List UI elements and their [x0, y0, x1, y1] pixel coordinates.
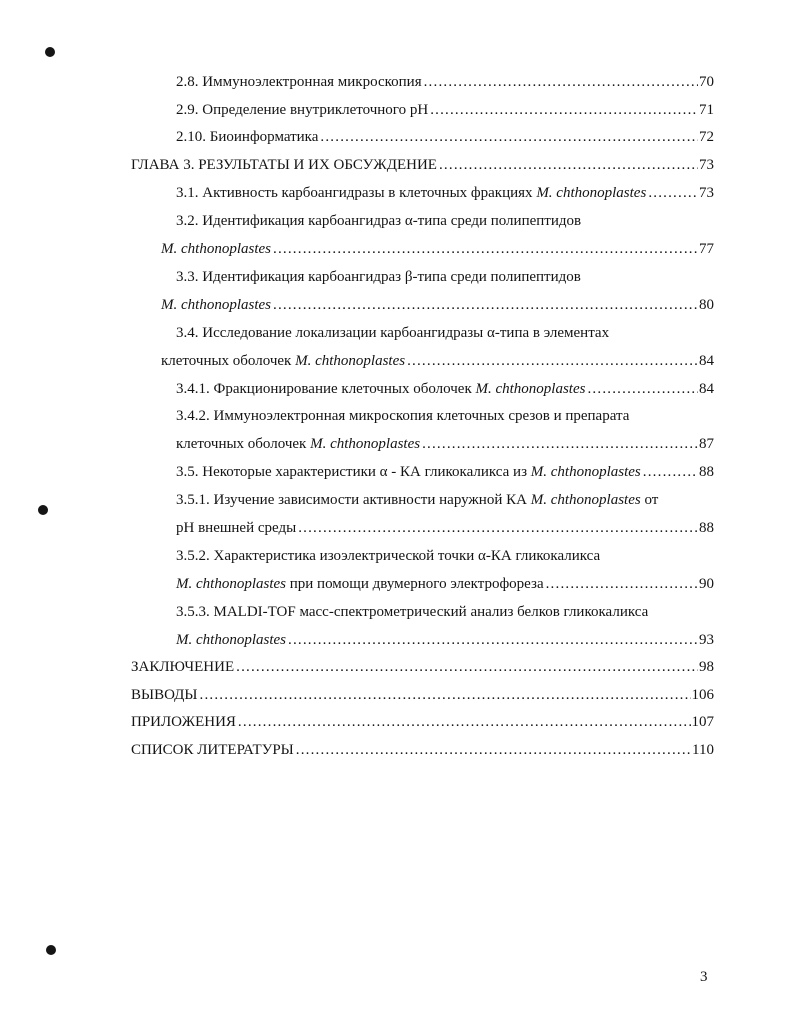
toc-entry-3-5: [176, 461, 714, 483]
toc-page: 72: [699, 129, 714, 145]
toc-title: 3.2. Идентификация карбоангидраз α-типа среди полипептидов: [176, 213, 582, 229]
dot-leader: [587, 378, 698, 400]
toc-page: 93: [699, 632, 714, 648]
toc-title: pH внешней среды: [176, 520, 297, 536]
toc-page: 88: [699, 464, 714, 480]
dot-leader: [288, 629, 698, 651]
toc-title: [161, 350, 405, 372]
species-name: M. chthonoplastes: [536, 185, 647, 201]
toc-title: 3.5.3. MALDI-TOF масс-спектрометрический анализ белков гликокаликса: [176, 604, 649, 620]
toc-entry-3-5-2-line2: [176, 573, 714, 595]
species-name: M. chthonoplastes: [176, 576, 286, 592]
toc-page: 73: [699, 157, 714, 173]
toc-entry-3-5-3-line2: [176, 629, 714, 651]
binder-hole-top: [45, 47, 55, 57]
binder-hole-middle: [38, 505, 48, 515]
toc-entry-3-4-line1: [176, 322, 714, 344]
page-number: 3: [700, 969, 708, 985]
toc-title-text: при помощи двумерного электрофореза: [286, 576, 544, 592]
dot-leader: [273, 238, 698, 260]
toc-title-text: клеточных оболочек: [161, 353, 296, 369]
dot-leader: [407, 350, 698, 372]
toc-page: 88: [699, 520, 714, 536]
dot-leader: [238, 711, 691, 733]
toc-title: СПИСОК ЛИТЕРАТУРЫ: [131, 742, 294, 758]
toc-page: 107: [691, 714, 714, 730]
toc-entry-3-4-2-line2: [176, 433, 714, 455]
toc-title: ВЫВОДЫ: [131, 687, 198, 703]
toc-title-text: 3.5.1. Изучение зависимости активности наружной КА: [176, 492, 531, 508]
dot-leader: [439, 154, 698, 176]
toc-entry-3-3-line2: [161, 294, 714, 316]
binder-hole-bottom: [46, 945, 56, 955]
species-name: M. chthonoplastes: [176, 632, 286, 648]
toc-title-text: 3.5. Некоторые характеристики α - КА гликокаликса из: [176, 464, 531, 480]
toc-page: 110: [692, 742, 714, 758]
toc-entry-3-1: [176, 182, 714, 204]
toc-title: ЗАКЛЮЧЕНИЕ: [131, 659, 235, 675]
toc-entry-2-10: [176, 126, 714, 148]
toc-title: 3.3. Идентификация карбоангидраз β-типа среди полипептидов: [176, 269, 581, 285]
toc-page: 77: [699, 241, 714, 257]
species-name: M. chthonoplastes: [161, 241, 271, 257]
species-name: M. chthonoplastes: [530, 464, 641, 480]
toc-entry-3-5-3-line1: [176, 601, 714, 623]
toc-page: 87: [699, 436, 714, 452]
toc-page: 73: [699, 185, 714, 201]
toc-entry-references: [131, 739, 714, 761]
toc-entry-chapter-3: [131, 154, 714, 176]
toc-entry-3-4-line2: [161, 350, 714, 372]
toc-entry-2-8: [176, 71, 714, 93]
toc-title: [176, 489, 658, 511]
dot-leader: [320, 126, 698, 148]
toc-entry-3-3-line1: [176, 266, 714, 288]
toc-title: [176, 182, 646, 204]
toc-page: 90: [699, 576, 714, 592]
toc-page: 84: [699, 381, 714, 397]
dot-leader: [200, 684, 691, 706]
toc-entry-3-5-2-line1: [176, 545, 714, 567]
toc-title: [176, 378, 585, 400]
toc-title-text: 3.1. Активность карбоангидразы в клеточных фракциях: [176, 185, 537, 201]
toc-page: 106: [691, 687, 714, 703]
dot-leader: [236, 656, 698, 678]
dot-leader: [424, 71, 698, 93]
toc-title: ПРИЛОЖЕНИЯ: [131, 714, 236, 730]
toc-title: 2.8. Иммуноэлектронная микроскопия: [176, 74, 422, 90]
dot-leader: [298, 517, 698, 539]
species-name: M. chthonoplastes: [295, 353, 406, 369]
dot-leader: [546, 573, 698, 595]
toc-title: 3.4. Исследование локализации карбоангидразы α-типа в элементах: [176, 325, 610, 341]
toc-entry-conclusion: [131, 656, 714, 678]
toc-page: 70: [699, 74, 714, 90]
toc-title: 2.10. Биоинформатика: [176, 129, 319, 145]
dot-leader: [430, 99, 698, 121]
dot-leader: [296, 739, 691, 761]
toc-page: 80: [699, 297, 714, 313]
toc-title-text: клеточных оболочек: [176, 436, 311, 452]
species-name: M. chthonoplastes: [530, 492, 641, 508]
toc-entry-findings: [131, 684, 714, 706]
toc-title: 2.9. Определение внутриклеточного pH: [176, 102, 429, 118]
toc-page: 71: [699, 102, 714, 118]
toc-entry-3-2-line2: [161, 238, 714, 260]
species-name: M. chthonoplastes: [310, 436, 421, 452]
species-name: M. chthonoplastes: [161, 297, 271, 313]
dot-leader: [648, 182, 698, 204]
toc-title: [176, 573, 544, 595]
species-name: M. chthonoplastes: [475, 381, 586, 397]
toc-title: [176, 433, 420, 455]
toc-entry-3-4-2-line1: [176, 405, 714, 427]
toc-entry-3-2-line1: [176, 210, 714, 232]
dot-leader: [643, 461, 698, 483]
toc-entry-3-4-1: [176, 378, 714, 400]
toc-title: [176, 461, 641, 483]
toc-entry-appendices: [131, 711, 714, 733]
toc-title: 3.5.2. Характеристика изоэлектрической точки α-КА гликокаликса: [176, 548, 601, 564]
toc-entry-2-9: [176, 99, 714, 121]
toc-entry-3-5-1-line1: [176, 489, 714, 511]
dot-leader: [273, 294, 698, 316]
toc-title: 3.4.2. Иммуноэлектронная микроскопия клеточных срезов и препарата: [176, 408, 630, 424]
toc-title-suffix: от: [640, 492, 659, 508]
toc-page: 98: [699, 659, 714, 675]
toc-page: 84: [699, 353, 714, 369]
toc-entry-3-5-1-line2: [176, 517, 714, 539]
toc-title-text: 3.4.1. Фракционирование клеточных оболочек: [176, 381, 476, 397]
dot-leader: [422, 433, 698, 455]
toc-title: ГЛАВА 3. РЕЗУЛЬТАТЫ И ИХ ОБСУЖДЕНИЕ: [131, 157, 437, 173]
